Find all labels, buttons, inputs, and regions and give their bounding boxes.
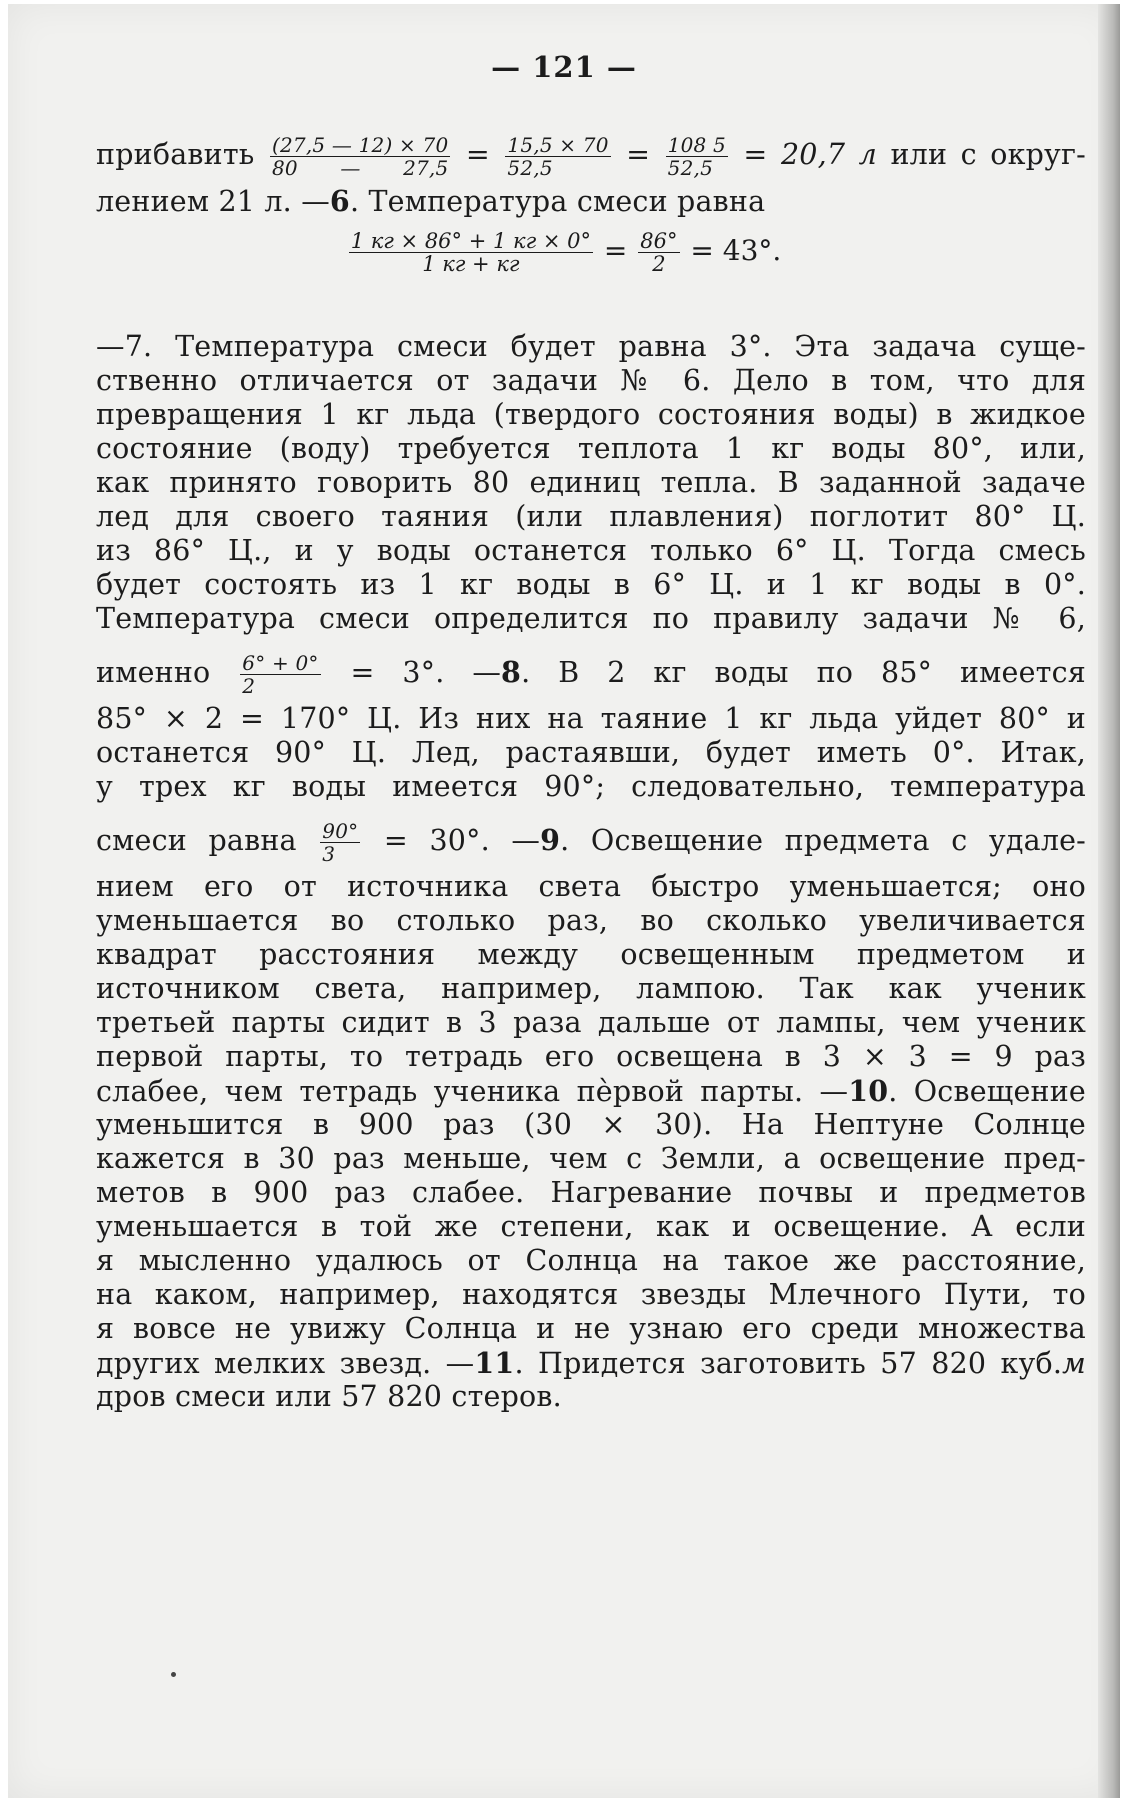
text-line-16: у трех кг воды имеется 90°; следовательно, температура (96, 770, 1086, 803)
text-line-21: источником света, например, лампою. Так как ученик (96, 972, 1086, 1005)
text-line-28: уменьшается в той же степени, как и освещение. А если (96, 1210, 1086, 1243)
text-line-23: первой парты, то тетрадь его освещена в 3 × 3 = 9 раз (96, 1040, 1086, 1073)
text-line-7: состояние (воду) требуется теплота 1 кг воды 80°, или, (96, 432, 1086, 465)
text-line-24: слабее, чем тетрадь ученика пѐрвой парты. —10. Освещение (96, 1074, 1086, 1108)
text-line-11: будет состоять из 1 кг воды в 6° Ц. и 1 кг воды в 0°. (96, 568, 1086, 601)
text-line-31: я вовсе не увижу Солнца и не узнаю его среди множества (96, 1312, 1086, 1345)
text-line-33: дров смеси или 57 820 стеров. (96, 1380, 562, 1413)
book-page (8, 4, 1120, 1798)
text-line-9: лед для своего таяния (или плавления) поглотит 80° Ц. (96, 500, 1086, 533)
problem-number-9: 9 (540, 823, 561, 857)
problem-number-8: 8 (501, 655, 522, 689)
text-line-27: метов в 900 раз слабее. Нагревание почвы и предметов (96, 1176, 1086, 1209)
text-line-20: квадрат расстояния между освещенным предметом и (96, 938, 1086, 971)
fraction-3: $\frac{108 5}{52,5}$ (667, 133, 726, 180)
fraction-1: $\frac{(27,5 — 12) \times 70}{80 — 27,5}$ (271, 133, 449, 180)
text-line-19: уменьшается во столько раз, во сколько увеличивается (96, 904, 1086, 937)
text-line-4: —7. Температура смеси будет равна 3°. Эта задача суще- (96, 330, 1086, 363)
equation-fraction-2: $\frac{86^\circ}{2}$ (640, 229, 678, 276)
text-line-32: других мелких звезд. —11. Придется заготовить 57 820 куб.м (96, 1346, 1086, 1380)
fraction-90-over-3: $\frac{90^\circ}{3}$ (322, 819, 359, 866)
equation-fraction-1: $\frac{1 кг \times 86^\circ + 1 кг \times 0^\circ}{1 кг + кг}$ (350, 229, 591, 276)
text-line-22: третьей парты сидит в 3 раза дальше от лампы, чем ученик (96, 1006, 1086, 1039)
text-line-25: уменьшится в 900 раз (30 × 30). На Нептуне Солнце (96, 1108, 1086, 1141)
text-line-6: превращения 1 кг льда (твердого состояния воды) в жидкое (96, 398, 1086, 431)
line1-before: прибавить (96, 138, 255, 171)
text-line-2: лением 21 л. —6. Температура смеси равна (96, 184, 766, 218)
fraction-6-plus-0: $\frac{6^\circ + 0^\circ}{2}$ (242, 651, 319, 698)
text-line-12: Температура смеси определится по правилу задачи № 6, (96, 602, 1086, 635)
text-line-13: именно $\frac{6^\circ + 0^\circ}{2}$ = 3°. —8. В 2 кг воды по 85° имеется (96, 651, 1086, 698)
text-line-5: ственно отличается от задачи № 6. Дело в том, что для (96, 364, 1086, 397)
text-line-1: прибавить $\frac{(27,5 — 12) \times 70}{80 — 27,5}$ = $\frac{15,5 \times 70}{52,5}$ = $\frac{108 5}{52,5}$ = 20,7 л или с округ- (96, 133, 1086, 180)
text-line-14: 85° × 2 = 170° Ц. Из них на таяние 1 кг льда уйдет 80° и (96, 702, 1086, 735)
problem-number-10: 10 (848, 1074, 889, 1108)
equation-mix-temperature: $\frac{1 кг \times 86^\circ + 1 кг \times 0^\circ}{1 кг + кг}$ = $\frac{86^\circ}{2}$ = 43°. (350, 229, 782, 276)
text-line-29: я мысленно удалюсь от Солнца на такое же расстояние, (96, 1244, 1086, 1277)
text-line-15: останется 90° Ц. Лед, растаявши, будет иметь 0°. Итак, (96, 736, 1086, 769)
text-line-18: нием его от источника света быстро уменьшается; оно (96, 870, 1086, 903)
page-number: — 121 — (491, 50, 637, 84)
text-line-10: из 86° Ц., и у воды останется только 6° Ц. Тогда смесь (96, 534, 1086, 567)
text-line-8: как принято говорить 80 единиц тепла. В заданной задаче (96, 466, 1086, 499)
fraction-2: $\frac{15,5 \times 70}{52,5}$ (507, 133, 609, 180)
text-line-26: кажется в 30 раз меньше, чем с Земли, а освещение пред- (96, 1142, 1086, 1175)
problem-number-6: 6 (329, 184, 350, 218)
ink-speck (171, 1672, 176, 1677)
text-line-17: смеси равна $\frac{90^\circ}{3}$ = 30°. —9. Освещение предмета с удале- (96, 819, 1087, 866)
text-line-30: на каком, например, находятся звезды Млечного Пути, то (96, 1278, 1086, 1311)
problem-number-11: 11 (474, 1346, 515, 1380)
